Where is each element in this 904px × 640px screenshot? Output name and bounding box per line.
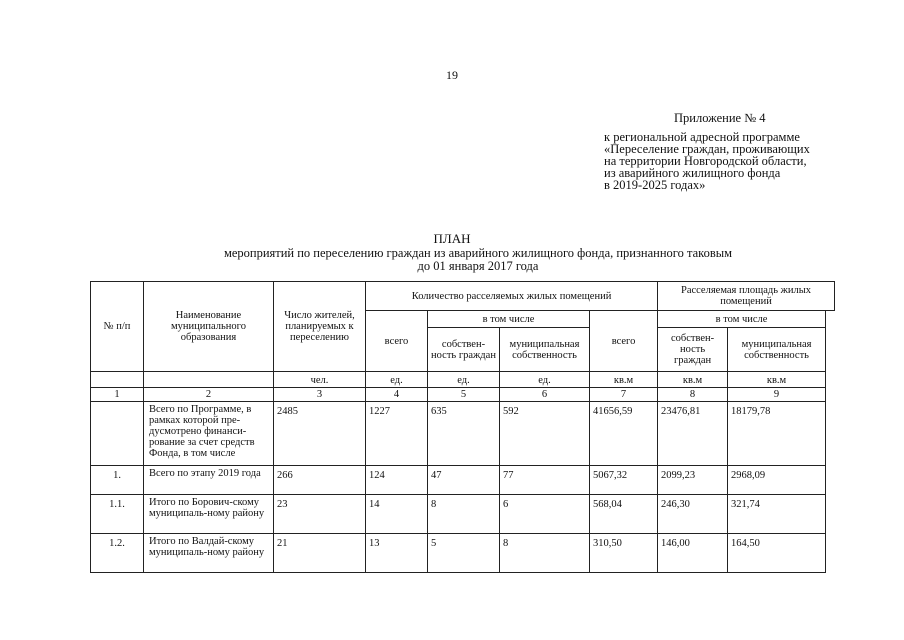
row-count-citizens: 5 bbox=[428, 534, 500, 573]
row-area-total: 568,04 bbox=[590, 495, 658, 534]
column-number: 7 bbox=[590, 388, 658, 402]
row-number: 1.1. bbox=[91, 495, 144, 534]
row-area-citizens: 2099,23 bbox=[658, 466, 728, 495]
row-count-municipal: 6 bbox=[500, 495, 590, 534]
unit-cell: ед. bbox=[500, 372, 590, 388]
table-row bbox=[91, 466, 835, 495]
page-number: 19 bbox=[446, 68, 458, 82]
row-area-citizens: 146,00 bbox=[658, 534, 728, 573]
appendix-line: «Переселение граждан, проживающих bbox=[604, 142, 810, 156]
unit-cell: кв.м bbox=[590, 372, 658, 388]
row-count-municipal: 77 bbox=[500, 466, 590, 495]
header-count-including: в том числе bbox=[428, 311, 590, 328]
header-area-total: всего bbox=[590, 311, 658, 372]
row-municipality: Итого по Валдай-скому муниципаль-ному району bbox=[144, 534, 274, 573]
column-number: 6 bbox=[500, 388, 590, 402]
row-count-citizens: 635 bbox=[428, 402, 500, 466]
header-number: № п/п bbox=[91, 282, 144, 372]
table-row bbox=[91, 495, 835, 534]
row-count-total: 124 bbox=[366, 466, 428, 495]
row-area-total: 5067,32 bbox=[590, 466, 658, 495]
document-subtitle-line: до 01 января 2017 года bbox=[417, 259, 539, 273]
appendix-line: на территории Новгородской области, bbox=[604, 154, 807, 168]
unit-cell: ед. bbox=[366, 372, 428, 388]
table-row bbox=[91, 402, 835, 466]
row-residents: 2485 bbox=[274, 402, 366, 466]
row-area-municipal: 164,50 bbox=[728, 534, 826, 573]
row-area-municipal: 321,74 bbox=[728, 495, 826, 534]
header-area-municipal: муниципальная собственность bbox=[728, 328, 826, 372]
row-municipality: Всего по Программе, в рамках которой пре-дусмотрено финанси-рование за счет средств Фонда, в том числе bbox=[144, 402, 274, 466]
row-count-citizens: 47 bbox=[428, 466, 500, 495]
column-number: 2 bbox=[144, 388, 274, 402]
header-residents: Число жителей, планируемых к переселению bbox=[274, 282, 366, 372]
header-count-citizens: собствен-ность граждан bbox=[428, 328, 500, 372]
column-number: 9 bbox=[728, 388, 826, 402]
column-number: 4 bbox=[366, 388, 428, 402]
row-residents: 23 bbox=[274, 495, 366, 534]
row-area-total: 41656,59 bbox=[590, 402, 658, 466]
unit-cell: кв.м bbox=[658, 372, 728, 388]
unit-cell bbox=[91, 372, 144, 388]
header-count-municipal: муниципальная собственность bbox=[500, 328, 590, 372]
column-number: 1 bbox=[91, 388, 144, 402]
document-title: ПЛАН bbox=[433, 231, 471, 246]
row-area-total: 310,50 bbox=[590, 534, 658, 573]
header-area-including: в том числе bbox=[658, 311, 826, 328]
appendix-line: в 2019-2025 годах» bbox=[604, 178, 706, 192]
plan-table bbox=[90, 281, 835, 573]
row-area-citizens: 246,30 bbox=[658, 495, 728, 534]
document-subtitle bbox=[0, 247, 904, 273]
row-residents: 266 bbox=[274, 466, 366, 495]
row-number bbox=[91, 402, 144, 466]
header-area-citizens: собствен-ность граждан bbox=[658, 328, 728, 372]
row-count-municipal: 592 bbox=[500, 402, 590, 466]
row-count-total: 1227 bbox=[366, 402, 428, 466]
row-municipality: Всего по этапу 2019 года bbox=[144, 466, 274, 495]
column-number: 8 bbox=[658, 388, 728, 402]
row-residents: 21 bbox=[274, 534, 366, 573]
header-count-total: всего bbox=[366, 311, 428, 372]
appendix-title: Приложение № 4 bbox=[674, 111, 766, 125]
table-row bbox=[91, 534, 835, 573]
unit-cell: кв.м bbox=[728, 372, 826, 388]
appendix-description bbox=[604, 131, 864, 191]
row-number: 1. bbox=[91, 466, 144, 495]
row-number: 1.2. bbox=[91, 534, 144, 573]
unit-cell: ед. bbox=[428, 372, 500, 388]
header-premises-area: Расселяемая площадь жилых помещений bbox=[658, 282, 835, 311]
appendix-line: к региональной адресной программе bbox=[604, 130, 800, 144]
header-premises-count: Количество расселяемых жилых помещений bbox=[366, 282, 658, 311]
row-area-municipal: 2968,09 bbox=[728, 466, 826, 495]
appendix-line: из аварийного жилищного фонда bbox=[604, 166, 781, 180]
unit-cell bbox=[144, 372, 274, 388]
column-number: 5 bbox=[428, 388, 500, 402]
row-count-total: 14 bbox=[366, 495, 428, 534]
row-count-total: 13 bbox=[366, 534, 428, 573]
row-count-municipal: 8 bbox=[500, 534, 590, 573]
unit-cell: чел. bbox=[274, 372, 366, 388]
row-count-citizens: 8 bbox=[428, 495, 500, 534]
row-municipality: Итого по Борович-скому муниципаль-ному району bbox=[144, 495, 274, 534]
header-municipality-name: Наименование муниципального образования bbox=[144, 282, 274, 372]
column-number: 3 bbox=[274, 388, 366, 402]
document-subtitle-line: мероприятий по переселению граждан из аварийного жилищного фонда, признанного таковым bbox=[223, 246, 733, 260]
row-area-municipal: 18179,78 bbox=[728, 402, 826, 466]
row-area-citizens: 23476,81 bbox=[658, 402, 728, 466]
